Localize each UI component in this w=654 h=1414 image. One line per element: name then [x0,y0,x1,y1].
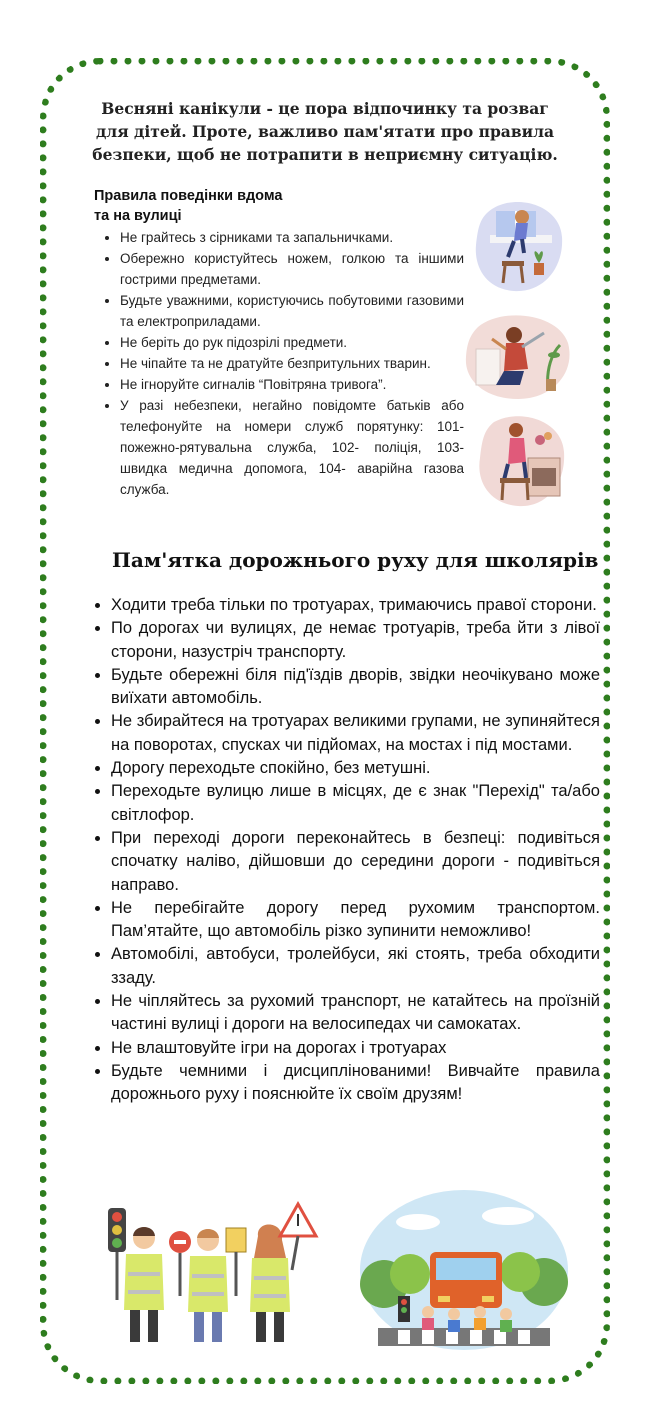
road-rules-list [95,594,600,1107]
list-item: • Не ігноруйте сигналів “Повітряна тривога”. [120,374,464,395]
home-rules-title [94,186,334,226]
home-rules-title-line1: Правила поведінки вдома [94,188,283,204]
child-stove-illustration [476,412,568,510]
child-knife-illustration [462,309,574,401]
list-item: • Не влаштовуйте ігри на дорогах і тротуарах [111,1037,600,1060]
list-item: • Ходити треба тільки по тротуарах, тримаючись правої сторони. [111,594,600,617]
list-item: • Не чіпайте та не дратуйте безпритульних тварин. [120,353,464,374]
list-item: • По дорогах чи вулицях, де немає тротуарів, треба йти з лівої сторони, назустріч транспорту. [111,617,600,664]
bus-crossing-illustration [358,1188,570,1352]
road-rules-title: Пам'ятка дорожнього руху для школярів [112,548,599,572]
list-item: • Обережно користуйтесь ножем, голкою та іншими гострими предметами. [120,248,464,290]
list-item: • Будьте чемними і дисциплінованими! Вивчайте правила дорожнього руху і пояснюйте їх своїм друзям! [111,1060,600,1107]
home-rules-list [104,227,464,500]
list-item: • Переходьте вулицю лише в місцях, де є знак "Перехід" та/або світлофор. [111,780,600,827]
list-item: • Будьте уважними, користуючись побутовими газовими та електроприладами. [120,290,464,332]
list-item: • У разі небезпеки, негайно повідомте батьків або телефонуйте на номери служб порятунку: 101- пожежно-рятувальна служба, 102- поліція, 103- швидка медична допомога, 104- аварійна газова служба. [120,395,464,500]
list-item: • Не грайтесь з сірниками та запальничками. [120,227,464,248]
kids-road-signs-illustration [104,1200,326,1350]
list-item: • При переході дороги переконайтесь в безпеці: подивіться спочатку наліво, дійшовши до середини дороги - подивіться направо. [111,827,600,897]
intro-text: Весняні канікули - це пора відпочинку та розваг для дітей. Проте, важливо пам'ятати про правила безпеки, щоб не потрапити в неприємну ситуацію. [92,99,558,164]
list-item: • Не беріть до рук підозрілі предмети. [120,332,464,353]
home-rules-title-line2: та на вулиці [94,208,182,224]
list-item: • Дорогу переходьте спокійно, без метушні. [111,757,600,780]
list-item: • Не чіпляйтесь за рухомий транспорт, не катайтесь на проїзній частині вулиці і дороги на велосипедах чи самокатах. [111,990,600,1037]
list-item: • Автомобілі, автобуси, тролейбуси, які стоять, треба обходити ззаду. [111,943,600,990]
list-item: • Будьте обережні біля під'їздів дворів, звідки неочікувано може виїхати автомобіль. [111,664,600,711]
list-item: • Не перебігайте дорогу перед рухомим транспортом. Пам’ятайте, що автомобіль різко зупинити неможливо! [111,897,600,944]
child-window-illustration [472,197,566,295]
list-item: • Не збирайтеся на тротуарах великими групами, не зупиняйтеся на поворотах, спусках чи підйомах, на мостах і під мостами. [111,710,600,757]
